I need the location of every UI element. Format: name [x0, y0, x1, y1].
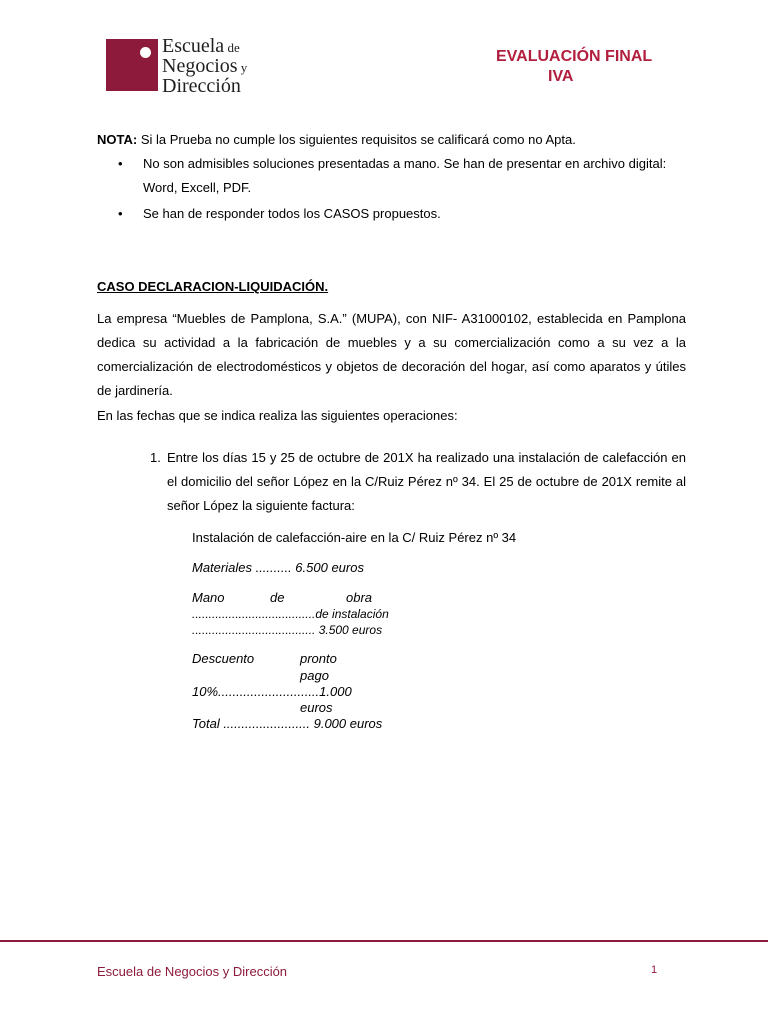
footer-divider: [0, 940, 768, 942]
nota-label: NOTA:: [97, 132, 138, 147]
logo-mark: [106, 39, 158, 91]
logo-line2: Negocios: [162, 55, 238, 77]
invoice-descuento-pronto: pronto: [300, 651, 337, 666]
bullet-text: No son admisibles soluciones presentadas a mano. Se han de presentar en archivo digital: Word, Excell, PDF.: [143, 156, 667, 195]
document-title: [496, 47, 652, 87]
footer-school-name: Escuela de Negocios y Dirección: [97, 964, 288, 979]
logo-dot: [140, 47, 151, 58]
nota-line: [97, 128, 576, 152]
logo-line1-small: de: [224, 40, 240, 55]
invoice-heading: Instalación de calefacción-aire en la C/ Ruiz Pérez nº 34: [192, 530, 517, 545]
invoice-mano-label: Mano: [192, 590, 225, 605]
title-line1: EVALUACIÓN FINAL: [496, 48, 653, 65]
list-item: [150, 446, 686, 518]
invoice-total: Total ........................ 9.000 euros: [192, 716, 383, 731]
invoice-mano-de-instalacion: de instalación: [315, 607, 389, 621]
bullet-icon: •: [118, 206, 123, 221]
logo-line3: Dirección: [162, 75, 241, 97]
invoice-descuento-label: Descuento: [192, 651, 255, 666]
item-text: Entre los días 15 y 25 de octubre de 201X ha realizado una instalación de calefacción en el domicilio del señor López en la C/Ruiz Pérez nº 34. El 25 de octubre de 201X remite al señor López la siguiente factura:: [167, 450, 686, 513]
invoice-mano-dots: .....................................: [192, 607, 316, 621]
case-paragraph: La empresa “Muebles de Pamplona, S.A.” (MUPA), con NIF- A31000102, establecida en Pamplona dedica su actividad a la fabricación de muebles y a su comercialización como a su vez a la comercialización de electrodomésticos y objetos de decoración del hogar, así como aparatos y útiles de jardinería.: [97, 311, 686, 398]
invoice-mano-line2: [192, 607, 389, 621]
logo-line2-small: y: [237, 60, 248, 75]
bullet-icon: •: [118, 156, 123, 171]
invoice-descuento-pago: pago: [300, 668, 329, 683]
title-line2: IVA: [548, 68, 574, 85]
list-item: [97, 202, 702, 226]
invoice-mano-amount: ..................................... 3.500 euros: [192, 623, 383, 637]
case-intro: En las fechas que se indica realiza las siguientes operaciones:: [97, 408, 458, 423]
nota-text: Si la Prueba no cumple los siguientes requisitos se calificará como no Apta.: [137, 132, 576, 147]
invoice-mano-obra: obra: [346, 590, 373, 605]
invoice-descuento-pct: 10%............................1.000: [192, 684, 352, 699]
list-item: [97, 152, 702, 200]
logo-line1: Escuela: [162, 35, 225, 57]
item-number: 1.: [150, 450, 161, 465]
section-title: CASO DECLARACION-LIQUIDACIÓN.: [97, 279, 329, 294]
bullet-text: Se han de responder todos los CASOS propuestos.: [143, 206, 441, 221]
requirements-list: [97, 152, 702, 228]
invoice-materiales: Materiales .......... 6.500 euros: [192, 560, 364, 575]
invoice-descuento-euros: euros: [300, 700, 333, 715]
logo-text: [162, 37, 247, 97]
invoice-mano-de: de: [270, 590, 285, 605]
page-number: 1: [651, 964, 658, 976]
